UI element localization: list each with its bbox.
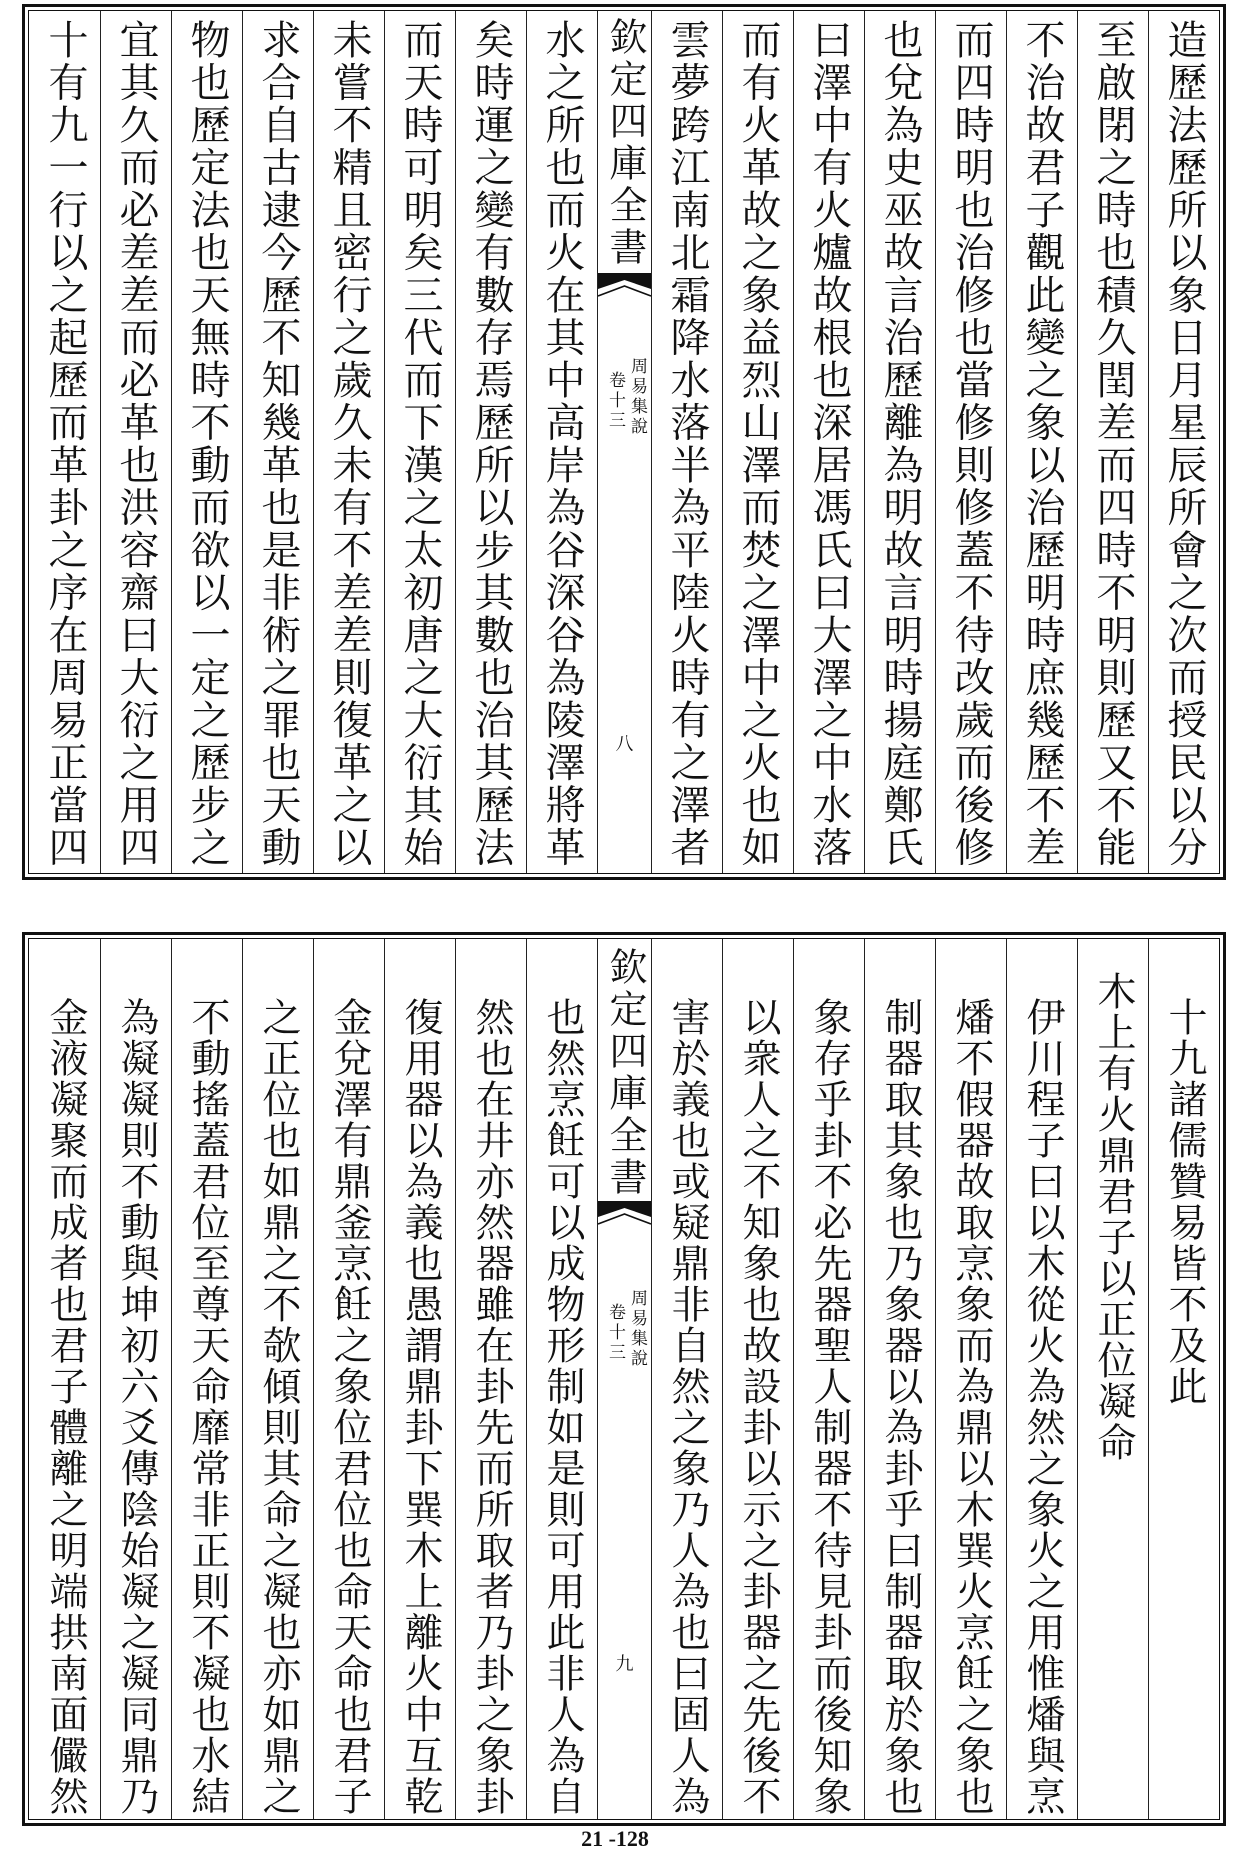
text-column: 也兌為史巫故言治歷離為明故言明時揚庭鄭氏 — [864, 11, 935, 873]
text-column: 害於義也或疑鼎非自然之象乃人為也曰固人為 — [651, 939, 722, 1819]
lower-page-block — [22, 932, 1226, 1826]
text-column: 然也在井亦然器雖在卦先而所取者乃卦之象卦 — [455, 939, 526, 1819]
text-column: 而有火革故之象益烈山澤而焚之澤中之火也如 — [722, 11, 793, 873]
text-column: 求合自古逮今歷不知幾革也是非術之罪也天動 — [242, 11, 313, 873]
text-column: 造歷法歷所以象日月星辰所會之次而授民以分 — [1148, 11, 1219, 873]
upper-page-block — [22, 4, 1226, 880]
text-column: 為凝凝則不動與坤初六爻傳陰始凝之凝同鼎乃 — [100, 939, 171, 1819]
text-column: 金兌澤有鼎釜烹飪之象位君位也命天命也君子 — [313, 939, 384, 1819]
footer-page-ref: 21 -128 — [581, 1826, 649, 1851]
center-title: 欽定四庫全書 — [603, 17, 647, 269]
text-column: 矣時運之變有數存焉歷所以步其數也治其歷法 — [455, 11, 526, 873]
lower-page-frame — [28, 938, 1220, 1820]
text-column: 宜其久而必差差而必革也洪容齋曰大衍之用四 — [100, 11, 171, 873]
center-strip — [597, 11, 651, 873]
text-column: 金液凝聚而成者也君子體離之明端拱南面儼然 — [43, 997, 88, 1817]
page-number: 八 — [615, 734, 634, 755]
text-column: 而天時可明矣三代而下漢之太初唐之大衍其始 — [384, 11, 455, 873]
text-column: 未嘗不精且密行之歲久未有不差差則復革之以 — [313, 11, 384, 873]
text-column: 雲夢跨江南北霜降水落半為平陸火時有之澤者 — [651, 11, 722, 873]
center-strip — [597, 939, 651, 1819]
text-column: 不治故君子觀此變之象以治歷明時庶幾歷不差 — [1006, 11, 1077, 873]
volume-label: 卷十三 — [605, 371, 625, 431]
text-column: 至啟閉之時也積久閏差而四時不明則歷又不能 — [1077, 11, 1148, 873]
text-column: 復用器以為義也愚謂鼎卦下巽木上離火中互乾 — [384, 939, 455, 1819]
center-title: 欽定四庫全書 — [603, 947, 647, 1199]
text-column: 之正位也如鼎之不欹傾則其命之凝也亦如鼎之 — [242, 939, 313, 1819]
book-title: 周易集說 — [627, 1289, 647, 1369]
fishtail-mark — [598, 1201, 651, 1235]
text-column: 十九諸儒贊易皆不及此 — [1148, 939, 1219, 1819]
page-number: 九 — [615, 1654, 634, 1675]
text-column: 伊川程子曰以木從火為然之象火之用惟燔與烹 — [1006, 939, 1077, 1819]
classic-text-column: 木上有火鼎君子以正位凝命 — [1077, 939, 1148, 1819]
volume-label: 卷十三 — [605, 1303, 625, 1363]
text-column: 物也歷定法也天無時不動而欲以一定之歷步之 — [171, 11, 242, 873]
book-title: 周易集說 — [627, 357, 647, 437]
text-column: 也然烹飪可以成物形制如是則可用此非人為自 — [526, 939, 597, 1819]
upper-page-frame — [28, 10, 1220, 874]
text-column: 曰澤中有火爐故根也深居馮氏曰大澤之中水落 — [793, 11, 864, 873]
fishtail-mark — [598, 273, 651, 307]
text-column: 不動搖蓋君位至尊天命靡常非正則不凝也水結 — [171, 939, 242, 1819]
text-column: 十有九一行以之起歷而革卦之序在周易正當四 — [42, 19, 88, 869]
text-column: 以衆人之不知象也故設卦以示之卦器之先後不 — [722, 939, 793, 1819]
text-column: 水之所也而火在其中高岸為谷深谷為陵澤將革 — [526, 11, 597, 873]
text-column: 象存乎卦不必先器聖人制器不待見卦而後知象 — [793, 939, 864, 1819]
text-column: 燔不假器故取烹象而為鼎以木巽火烹飪之象也 — [935, 939, 1006, 1819]
text-column: 而四時明也治修也當修則修蓋不待改歲而後修 — [935, 11, 1006, 873]
text-column: 制器取其象也乃象器以為卦乎曰制器取於象也 — [864, 939, 935, 1819]
